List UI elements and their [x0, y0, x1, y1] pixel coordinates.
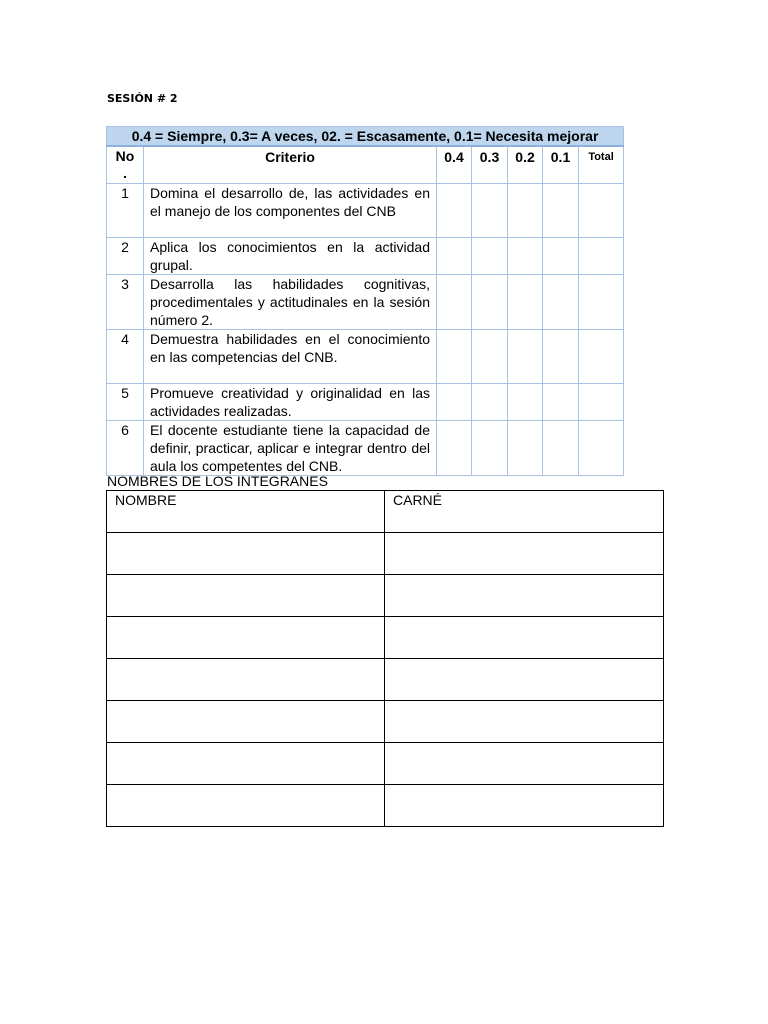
member-row	[107, 659, 664, 701]
member-name-cell[interactable]	[107, 785, 385, 827]
score-01-cell[interactable]	[543, 238, 579, 275]
member-name-cell[interactable]	[107, 743, 385, 785]
score-02-cell[interactable]	[508, 275, 543, 330]
rubric-row	[107, 330, 624, 384]
criterion-text: Demuestra habilidades en el conocimiento en las competencias del CNB.	[144, 330, 437, 384]
criterion-number: 5	[107, 384, 144, 421]
criterion-text: Aplica los conocimientos en la actividad grupal.	[144, 238, 437, 275]
session-title: SESIÓN # 2	[107, 92, 178, 105]
rubric-legend-row	[107, 127, 624, 147]
total-cell[interactable]	[579, 238, 624, 275]
rubric-row	[107, 384, 624, 421]
criterion-text: Desarrolla las habilidades cognitivas, procedimentales y actitudinales en la sesión número 2.	[144, 275, 437, 330]
score-02-cell[interactable]	[508, 384, 543, 421]
rubric-row	[107, 275, 624, 330]
criterion-text: El docente estudiante tiene la capacidad de definir, practicar, aplicar e integrar dentro del aula los competentes del CNB.	[144, 421, 437, 476]
header-carne: CARNÉ	[385, 491, 664, 533]
member-row	[107, 743, 664, 785]
member-row	[107, 785, 664, 827]
member-row	[107, 617, 664, 659]
members-title: NOMBRES DE LOS INTEGRANES	[107, 473, 328, 489]
criterion-number: 1	[107, 184, 144, 238]
member-row	[107, 575, 664, 617]
rubric-row	[107, 184, 624, 238]
score-03-cell[interactable]	[472, 238, 508, 275]
header-no: No .	[107, 146, 144, 184]
score-02-cell[interactable]	[508, 421, 543, 476]
member-carne-cell[interactable]	[385, 743, 664, 785]
total-cell[interactable]	[579, 184, 624, 238]
score-03-cell[interactable]	[472, 184, 508, 238]
score-03-cell[interactable]	[472, 421, 508, 476]
criterion-number: 3	[107, 275, 144, 330]
rubric-header-row	[107, 146, 624, 184]
total-cell[interactable]	[579, 384, 624, 421]
header-criterio: Criterio	[144, 146, 437, 184]
criterion-number: 6	[107, 421, 144, 476]
header-score-02: 0.2	[508, 146, 543, 184]
criterion-text: Domina el desarrollo de, las actividades en el manejo de los componentes del CNB	[144, 184, 437, 238]
score-02-cell[interactable]	[508, 184, 543, 238]
score-03-cell[interactable]	[472, 384, 508, 421]
member-name-cell[interactable]	[107, 617, 385, 659]
score-01-cell[interactable]	[543, 184, 579, 238]
member-carne-cell[interactable]	[385, 659, 664, 701]
members-table	[106, 490, 664, 827]
member-name-cell[interactable]	[107, 533, 385, 575]
rubric-legend: 0.4 = Siempre, 0.3= A veces, 02. = Escasamente, 0.1= Necesita mejorar	[107, 127, 624, 147]
score-01-cell[interactable]	[543, 275, 579, 330]
criterion-number: 4	[107, 330, 144, 384]
evaluation-rubric-table	[106, 126, 624, 476]
rubric-row	[107, 238, 624, 275]
score-01-cell[interactable]	[543, 330, 579, 384]
member-carne-cell[interactable]	[385, 575, 664, 617]
score-03-cell[interactable]	[472, 275, 508, 330]
member-row	[107, 701, 664, 743]
member-row	[107, 533, 664, 575]
header-score-04: 0.4	[437, 146, 472, 184]
score-04-cell[interactable]	[437, 384, 472, 421]
score-04-cell[interactable]	[437, 330, 472, 384]
total-cell[interactable]	[579, 330, 624, 384]
member-name-cell[interactable]	[107, 701, 385, 743]
score-04-cell[interactable]	[437, 238, 472, 275]
score-04-cell[interactable]	[437, 275, 472, 330]
total-cell[interactable]	[579, 421, 624, 476]
score-01-cell[interactable]	[543, 421, 579, 476]
score-03-cell[interactable]	[472, 330, 508, 384]
members-header-row	[107, 491, 664, 533]
score-01-cell[interactable]	[543, 384, 579, 421]
score-04-cell[interactable]	[437, 421, 472, 476]
member-carne-cell[interactable]	[385, 533, 664, 575]
header-nombre: NOMBRE	[107, 491, 385, 533]
criterion-text: Promueve creatividad y originalidad en las actividades realizadas.	[144, 384, 437, 421]
criterion-number: 2	[107, 238, 144, 275]
header-total: Total	[579, 146, 624, 184]
member-name-cell[interactable]	[107, 575, 385, 617]
member-carne-cell[interactable]	[385, 617, 664, 659]
score-02-cell[interactable]	[508, 238, 543, 275]
total-cell[interactable]	[579, 275, 624, 330]
member-carne-cell[interactable]	[385, 701, 664, 743]
rubric-row	[107, 421, 624, 476]
score-04-cell[interactable]	[437, 184, 472, 238]
member-name-cell[interactable]	[107, 659, 385, 701]
member-carne-cell[interactable]	[385, 785, 664, 827]
header-score-01: 0.1	[543, 146, 579, 184]
header-score-03: 0.3	[472, 146, 508, 184]
score-02-cell[interactable]	[508, 330, 543, 384]
